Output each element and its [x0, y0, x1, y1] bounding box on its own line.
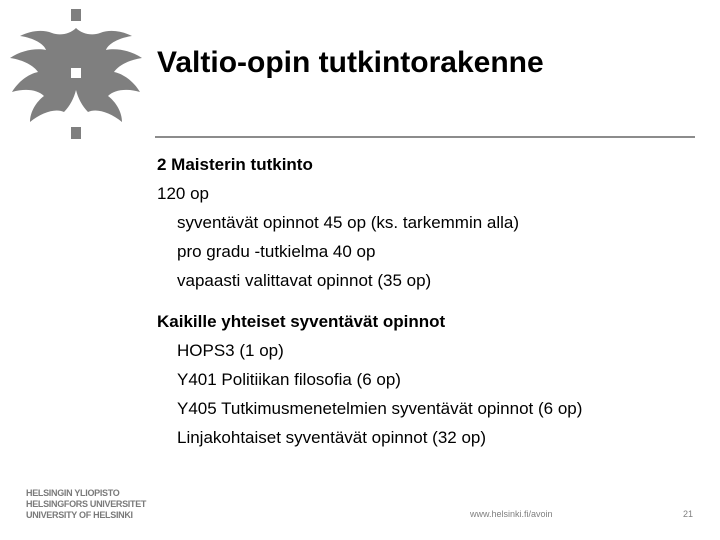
list-item: [157, 266, 519, 295]
list-item-text: Y405 Tutkimusmenetelmien syventävät opinnot (6 op): [177, 399, 583, 418]
credits-line: 120 op: [157, 184, 209, 203]
list-item-text: syventävät opinnot 45 op (ks. tarkemmin alla): [177, 213, 520, 232]
page-number: 21: [683, 509, 694, 519]
helsinki-flame-logo-icon: [0, 0, 160, 150]
list-item-text: Linjakohtaiset syventävät opinnot (32 op): [177, 428, 487, 447]
title-divider: [155, 136, 695, 138]
list-item-text: vapaasti valittavat opinnot (35 op): [177, 271, 432, 290]
slide-title: Valtio-opin tutkintorakenne: [157, 46, 544, 79]
list-item-text: pro gradu -tutkielma 40 op: [177, 242, 376, 261]
university-name-line: UNIVERSITY OF HELSINKI: [26, 510, 133, 520]
section-heading: Kaikille yhteiset syventävät opinnot: [157, 312, 446, 331]
footer-url: www.helsinki.fi/avoin: [470, 509, 553, 519]
list-item: [157, 336, 582, 365]
list-item: [157, 365, 582, 394]
section-master-degree: [157, 150, 519, 295]
university-name-line: HELSINGIN YLIOPISTO: [26, 488, 120, 498]
list-item-text: HOPS3 (1 op): [177, 341, 284, 360]
list-item: [157, 394, 582, 423]
list-item: [157, 208, 519, 237]
university-name: [26, 488, 146, 521]
list-item: [157, 423, 582, 452]
list-item: [157, 237, 519, 266]
list-item-text: Y401 Politiikan filosofia (6 op): [177, 370, 401, 389]
university-name-line: HELSINGFORS UNIVERSITET: [26, 499, 147, 509]
section-heading: 2 Maisterin tutkinto: [157, 155, 313, 174]
section-common-advanced-studies: [157, 307, 582, 452]
